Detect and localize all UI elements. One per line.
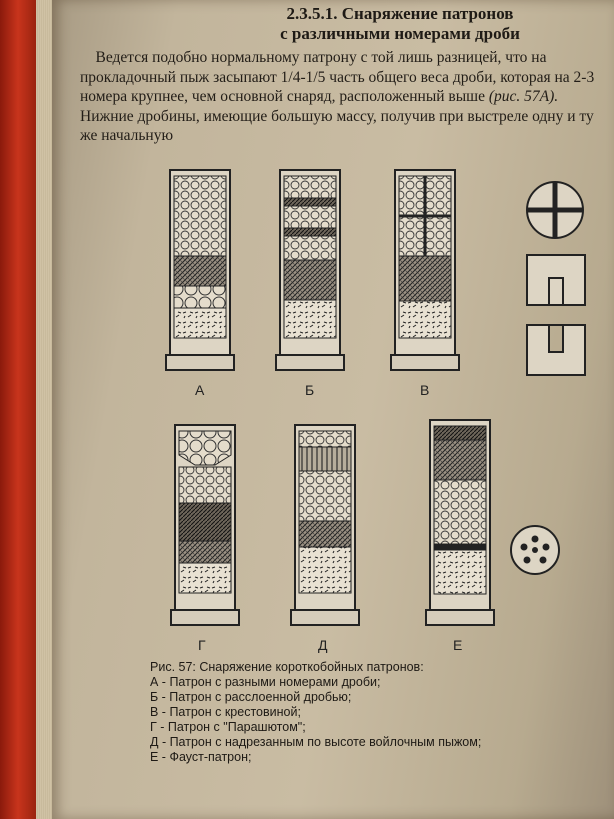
label-e: Е [453,637,463,653]
figure-57 [130,160,600,660]
wad-detail [511,526,559,574]
section-title-line1: Снаряжение патронов [341,4,514,23]
caption-item: А - Патрон с разными номерами дроби; [150,675,381,689]
label-v: В [420,382,430,398]
caption-item: Г - Патрон с "Парашютом"; [150,720,306,734]
caption-item: Б - Патрон с расслоенной дробью; [150,690,352,704]
caption-item: Д - Патрон с надрезанным по высоте войлочным пыжом; [150,735,482,749]
cartridge-d [291,425,359,625]
body-paragraph [80,48,600,146]
cartridge-v [391,170,459,370]
figure-reference: (рис. 57А). [488,88,559,105]
cartridge-e [426,420,494,625]
figure-caption [150,660,610,765]
section-title-line2: с различными номерами дроби [280,24,520,43]
cartridge-b [276,170,344,370]
label-g: Г [198,637,206,653]
cross-detail [527,182,585,375]
label-d: Д [318,637,328,653]
paragraph-part1: Ведется подобно нормальному патрону с той лишь разницей, что на прокладочный пыж засыпают 1/4-1/5 часть общего веса дроби, которая на 2-3 номера крупнее, чем основной снаряд, расположенный выше [80,49,595,105]
caption-item: В - Патрон с крестовиной; [150,705,301,719]
cartridge-g [171,425,239,625]
caption-title: Рис. 57: Снаряжение короткобойных патронов: [150,660,424,674]
paragraph-part2: Нижние дробины, имеющие большую массу, получив при выстреле одну и ту же начальную [80,107,594,144]
section-heading [200,4,600,44]
section-number: 2.3.5.1. [286,4,338,23]
book-cover-spine [0,0,36,819]
caption-item: Е - Фауст-патрон; [150,750,252,764]
cartridge-a [166,170,234,370]
label-a: А [195,382,205,398]
label-b: Б [305,382,315,398]
